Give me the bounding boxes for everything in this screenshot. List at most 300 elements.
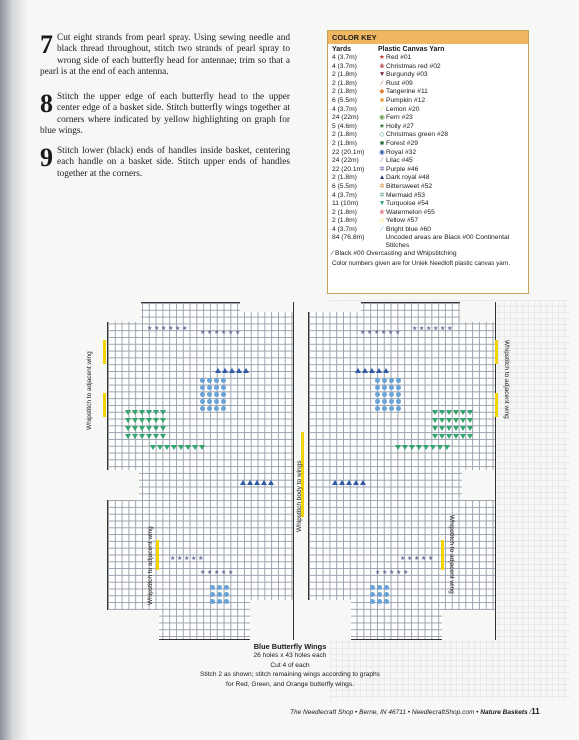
royal-stitch-mark	[247, 480, 253, 485]
color-key-row	[328, 123, 528, 132]
right-wing-cut-top-left	[308, 302, 361, 312]
row-yarn-name: Forest #29	[386, 139, 418, 147]
turquoise-stitch-mark	[153, 418, 159, 423]
color-key-row	[328, 80, 528, 89]
purple-stitch-mark: ★	[367, 330, 373, 336]
blue-stitch-mark	[224, 592, 229, 597]
turquoise-stitch-mark	[439, 418, 445, 423]
row-symbol-icon: ▼	[378, 71, 386, 79]
purple-stitch-mark: ★	[182, 326, 188, 332]
turquoise-stitch-mark	[409, 445, 415, 450]
purple-stitch-mark: ★	[168, 326, 174, 332]
blue-stitch-mark	[396, 406, 401, 411]
purple-stitch-mark: ★	[419, 326, 425, 332]
turquoise-stitch-mark	[153, 410, 159, 415]
blue-stitch-mark	[375, 378, 380, 383]
turquoise-stitch-mark	[460, 426, 466, 431]
purple-stitch-mark: ★	[412, 326, 418, 332]
color-key-row	[328, 209, 528, 218]
instruction-step-8	[40, 89, 290, 138]
color-key-row	[328, 131, 528, 140]
row-symbol-icon: ▲	[378, 174, 386, 182]
turquoise-stitch-mark	[132, 426, 138, 431]
turquoise-stitch-mark	[125, 418, 131, 423]
royal-stitch-mark	[376, 368, 382, 373]
row-yarn-name: Turquoise #54	[386, 200, 429, 208]
color-key-row	[328, 54, 528, 63]
row-symbol-icon: ✲	[379, 191, 385, 199]
turquoise-stitch-mark	[125, 410, 131, 415]
turquoise-stitch-mark	[160, 434, 166, 439]
blue-stitch-mark	[370, 585, 375, 590]
label-whipstitch-right-top: Whipstitch to adjacent wing	[503, 340, 510, 419]
blue-stitch-mark	[210, 585, 215, 590]
row-symbol-icon: ■	[379, 96, 385, 104]
turquoise-stitch-mark	[430, 445, 436, 450]
left-wing-cut-waist	[107, 470, 139, 500]
color-key-row	[328, 140, 528, 149]
turquoise-stitch-mark	[160, 410, 166, 415]
turquoise-stitch-mark	[139, 418, 145, 423]
label-whipstitch-body: Whipstitch body to wings	[296, 460, 303, 532]
row-yarn-name: Mermaid #53	[386, 191, 426, 199]
blue-stitch-mark	[221, 378, 226, 383]
turquoise-stitch-mark	[453, 418, 459, 423]
row-symbol-icon: ★	[379, 54, 385, 61]
turquoise-stitch-mark	[444, 445, 450, 450]
footer-text: The Needlecraft Shop • Berne, IN 46711 • NeedlecraftShop.com •	[290, 709, 481, 716]
turquoise-stitch-mark	[453, 434, 459, 439]
purple-stitch-mark: ★	[433, 326, 439, 332]
turquoise-stitch-mark	[132, 410, 138, 415]
turquoise-stitch-mark	[185, 445, 191, 450]
color-key-row	[328, 234, 528, 250]
royal-stitch-mark	[254, 480, 260, 485]
row-yards: 2 (1.8m)	[332, 174, 357, 182]
blue-stitch-mark	[210, 599, 215, 604]
blue-stitch-mark	[396, 399, 401, 404]
row-symbol-icon: ★	[379, 122, 385, 130]
purple-stitch-mark: ★	[228, 570, 234, 576]
purple-stitch-mark: ★	[447, 326, 453, 332]
purple-stitch-mark: ★	[170, 556, 176, 562]
turquoise-stitch-mark	[146, 426, 152, 431]
footer-book-title: Nature Baskets	[480, 709, 528, 716]
overcast-row	[328, 250, 528, 258]
left-wing-cut-top	[107, 302, 141, 322]
turquoise-stitch-mark	[467, 434, 473, 439]
right-wing-cut-waist	[462, 470, 495, 500]
left-wing-cut-bottom-right	[250, 600, 293, 640]
row-yarn-name: Uncoded areas are Black #00 Continental Stitches	[385, 234, 510, 250]
blue-stitch-mark	[382, 378, 387, 383]
turquoise-stitch-mark	[439, 410, 445, 415]
turquoise-stitch-mark	[432, 426, 438, 431]
purple-stitch-mark: ★	[414, 556, 420, 562]
blue-stitch-mark	[375, 392, 380, 397]
purple-stitch-mark: ★	[200, 330, 206, 336]
turquoise-stitch-mark	[146, 418, 152, 423]
turquoise-stitch-mark	[467, 426, 473, 431]
row-symbol-icon: ■	[379, 139, 385, 147]
turquoise-stitch-mark	[125, 434, 131, 439]
turquoise-stitch-mark	[178, 445, 184, 450]
purple-stitch-mark: ★	[214, 570, 220, 576]
row-yards: 84 (76.8m)	[332, 234, 365, 242]
color-key	[327, 30, 529, 294]
royal-stitch-mark	[332, 480, 338, 485]
step-text: Stitch the upper edge of each butterfly head to the upper center edge of a basket side. Stitch butterfly wings together at corners where indicated by yellow highlighting on graph for blue wings.	[40, 92, 290, 137]
blue-stitch-mark	[370, 599, 375, 604]
color-key-row	[328, 166, 528, 175]
color-key-row	[328, 71, 528, 80]
royal-stitch-mark	[215, 368, 221, 373]
blue-stitch-mark	[377, 599, 382, 604]
turquoise-stitch-mark	[439, 426, 445, 431]
page-footer	[290, 707, 570, 716]
purple-stitch-mark: ★	[221, 330, 227, 336]
page-binding-shadow	[0, 0, 28, 740]
row-symbol-icon: ⁄	[381, 105, 383, 113]
turquoise-stitch-mark	[453, 426, 459, 431]
blue-stitch-mark	[221, 399, 226, 404]
purple-stitch-mark: ★	[440, 326, 446, 332]
color-key-row	[328, 192, 528, 201]
purple-stitch-mark: ★	[428, 556, 434, 562]
purple-stitch-mark: ★	[154, 326, 160, 332]
purple-stitch-mark: ★	[207, 570, 213, 576]
purple-stitch-mark: ★	[228, 330, 234, 336]
purple-stitch-mark: ★	[177, 556, 183, 562]
color-key-note: Color numbers given are for Uniek Needloft plastic canvas yarn.	[332, 260, 511, 268]
row-yarn-name: Red #01	[386, 54, 412, 61]
blue-stitch-mark	[214, 399, 219, 404]
row-yards: 4 (3.7m)	[332, 225, 357, 233]
row-yards: 6 (5.5m)	[332, 96, 357, 104]
purple-stitch-mark: ★	[200, 570, 206, 576]
purple-stitch-mark: ★	[381, 330, 387, 336]
label-whipstitch-right-bottom: Whipstitch to adjacent wing	[448, 515, 455, 594]
blue-stitch-mark	[200, 385, 205, 390]
color-key-row	[328, 97, 528, 106]
blue-stitch-mark	[207, 378, 212, 383]
overcast-icon: ⁄	[332, 250, 335, 258]
turquoise-stitch-mark	[402, 445, 408, 450]
turquoise-stitch-mark	[192, 445, 198, 450]
color-key-row	[328, 183, 528, 192]
row-yarn-name: Pumpkin #12	[386, 96, 426, 104]
label-whipstitch-left-bottom: Whipstitch to adjacent wing	[147, 526, 154, 605]
row-yards: 2 (1.8m)	[332, 139, 357, 147]
row-yards: 2 (1.8m)	[332, 131, 357, 139]
blue-stitch-mark	[214, 392, 219, 397]
turquoise-stitch-mark	[157, 445, 163, 450]
turquoise-stitch-mark	[446, 410, 452, 415]
right-wing-cut-bottom-right	[442, 610, 495, 640]
turquoise-stitch-mark	[467, 410, 473, 415]
left-wing-cut-top-right	[240, 302, 293, 312]
blue-stitch-mark	[375, 399, 380, 404]
row-yards: 24 (22m)	[332, 114, 359, 122]
row-yards: 4 (3.7m)	[332, 191, 357, 199]
royal-stitch-mark	[353, 480, 359, 485]
page-number: 11	[531, 707, 540, 716]
purple-stitch-mark: ★	[198, 556, 204, 562]
turquoise-stitch-mark	[139, 434, 145, 439]
turquoise-stitch-mark	[395, 445, 401, 450]
blue-stitch-mark	[377, 592, 382, 597]
blue-stitch-mark	[221, 385, 226, 390]
purple-stitch-mark: ★	[214, 330, 220, 336]
turquoise-stitch-mark	[125, 426, 131, 431]
purple-stitch-mark: ★	[207, 330, 213, 336]
blue-stitch-mark	[200, 392, 205, 397]
purple-stitch-mark: ★	[374, 330, 380, 336]
row-yards: 2 (1.8m)	[332, 208, 357, 216]
caption-title: Blue Butterfly Wings	[253, 642, 327, 651]
purple-stitch-mark: ★	[184, 556, 190, 562]
color-key-title: COLOR KEY	[328, 31, 528, 44]
row-symbol-icon: ◇	[379, 131, 385, 139]
purple-stitch-mark: ★	[388, 330, 394, 336]
row-yards: 5 (4.6m)	[332, 122, 357, 130]
turquoise-stitch-mark	[446, 418, 452, 423]
color-key-row	[328, 88, 528, 97]
row-yards: 2 (1.8m)	[332, 71, 357, 79]
blue-stitch-mark	[384, 599, 389, 604]
turquoise-stitch-mark	[132, 418, 138, 423]
royal-stitch-mark	[240, 480, 246, 485]
turquoise-stitch-mark	[432, 418, 438, 423]
row-symbol-icon: ⁄	[381, 79, 383, 87]
blue-stitch-mark	[389, 406, 394, 411]
blue-stitch-mark	[375, 406, 380, 411]
row-symbol-icon: ◆	[379, 88, 385, 96]
blue-stitch-mark	[217, 585, 222, 590]
purple-stitch-mark: ★	[221, 570, 227, 576]
row-symbol-icon: ◇	[379, 217, 385, 225]
blue-stitch-mark	[210, 592, 215, 597]
turquoise-stitch-mark	[432, 434, 438, 439]
royal-stitch-mark	[222, 368, 228, 373]
turquoise-stitch-mark	[139, 426, 145, 431]
row-yarn-name: Royal #32	[386, 148, 417, 156]
row-symbol-icon: ⁄	[381, 225, 383, 233]
row-yarn-name: Burgundy #03	[386, 71, 428, 79]
overcast-label: Black #00 Overcasting and Whipstitching	[334, 250, 457, 258]
royal-stitch-mark	[268, 480, 274, 485]
row-symbol-icon: ◉	[379, 114, 385, 122]
turquoise-stitch-mark	[160, 426, 166, 431]
turquoise-stitch-mark	[423, 445, 429, 450]
row-yarn-name: Purple #46	[386, 165, 419, 173]
purple-stitch-mark: ★	[235, 330, 241, 336]
royal-stitch-mark	[339, 480, 345, 485]
purple-stitch-mark: ★	[403, 570, 409, 576]
turquoise-stitch-mark	[439, 434, 445, 439]
graph-caption	[180, 642, 400, 689]
turquoise-stitch-mark	[164, 445, 170, 450]
blue-stitch-mark	[389, 385, 394, 390]
row-symbol-icon: ❀	[379, 208, 385, 216]
row-yards: 4 (3.7m)	[332, 54, 357, 61]
highlight-left-mid	[103, 393, 106, 417]
royal-stitch-mark	[360, 480, 366, 485]
color-key-row	[328, 106, 528, 115]
royal-stitch-mark	[229, 368, 235, 373]
row-yarn-name: Christmas green #28	[386, 131, 449, 139]
turquoise-stitch-mark	[199, 445, 205, 450]
color-key-row	[328, 149, 528, 158]
instruction-step-7	[40, 30, 290, 79]
turquoise-stitch-mark	[416, 445, 422, 450]
row-yarn-name: Bittersweet #52	[386, 182, 433, 190]
blue-stitch-mark	[396, 392, 401, 397]
blue-stitch-mark	[382, 392, 387, 397]
row-symbol-icon: ▼	[378, 200, 386, 208]
purple-stitch-mark: ★	[161, 326, 167, 332]
turquoise-stitch-mark	[460, 434, 466, 439]
royal-stitch-mark	[355, 368, 361, 373]
purple-stitch-mark: ★	[360, 330, 366, 336]
purple-stitch-mark: ★	[147, 326, 153, 332]
instruction-step-9	[40, 143, 290, 180]
row-yards: 4 (3.7m)	[332, 62, 357, 70]
color-key-row	[328, 157, 528, 166]
step-text: Stitch lower (black) ends of handles inside basket, centering each handle on a basket side. Stitch upper ends of handles together at the corners.	[57, 146, 290, 179]
purple-stitch-mark: ★	[375, 570, 381, 576]
highlight-right-mid	[495, 393, 498, 417]
row-yarn-name: Fern #23	[386, 114, 413, 122]
row-yards: 2 (1.8m)	[332, 79, 357, 87]
blue-stitch-mark	[396, 378, 401, 383]
left-wing-cut-bottom-left	[107, 610, 159, 640]
blue-stitch-mark	[389, 392, 394, 397]
blue-stitch-mark	[207, 392, 212, 397]
blue-stitch-mark	[396, 385, 401, 390]
caption-line-3: Stitch 2 as shown; stitch remaining wings according to graphs	[200, 671, 380, 679]
color-key-row	[328, 200, 528, 209]
row-yarn-name: Rust #09	[386, 79, 413, 87]
row-yarn-name: Dark royal #48	[386, 174, 430, 182]
blue-stitch-mark	[217, 592, 222, 597]
footer-separator: /	[529, 709, 532, 716]
blue-stitch-mark	[384, 592, 389, 597]
blue-stitch-mark	[224, 599, 229, 604]
purple-stitch-mark: ★	[396, 570, 402, 576]
purple-stitch-mark: ★	[175, 326, 181, 332]
highlight-right-top	[495, 340, 498, 364]
turquoise-stitch-mark	[146, 410, 152, 415]
row-symbol-icon: ⁄	[381, 157, 383, 165]
step-number: 9	[40, 143, 53, 172]
royal-stitch-mark	[243, 368, 249, 373]
blue-stitch-mark	[370, 592, 375, 597]
yards-column-header: Yards	[332, 46, 352, 53]
turquoise-stitch-mark	[460, 410, 466, 415]
row-yarn-name: Lilac #45	[386, 157, 413, 165]
purple-stitch-mark: ★	[382, 570, 388, 576]
row-yards: 24 (22m)	[332, 157, 359, 165]
row-yarn-name: Tangerine #11	[386, 88, 428, 96]
blue-stitch-mark	[382, 399, 387, 404]
turquoise-stitch-mark	[467, 418, 473, 423]
turquoise-stitch-mark	[146, 434, 152, 439]
blue-stitch-mark	[224, 585, 229, 590]
row-yarn-name: Holly #27	[386, 122, 414, 130]
purple-stitch-mark: ★	[426, 326, 432, 332]
blue-stitch-mark	[221, 392, 226, 397]
highlight-left-top	[103, 340, 106, 364]
step-number: 8	[40, 89, 53, 118]
yarn-column-header: Plastic Canvas Yarn	[378, 46, 445, 53]
caption-line-4: for Red, Green, and Orange butterfly wings.	[226, 680, 354, 688]
row-symbol-icon: ◉	[379, 148, 385, 156]
blue-stitch-mark	[214, 385, 219, 390]
purple-stitch-mark: ★	[395, 330, 401, 336]
royal-stitch-mark	[346, 480, 352, 485]
color-key-row	[328, 174, 528, 183]
color-key-row	[328, 217, 528, 226]
caption-line-2: Cut 4 of each	[270, 661, 310, 669]
turquoise-stitch-mark	[446, 434, 452, 439]
row-symbol-icon: ✲	[379, 165, 385, 173]
step-text: Cut eight strands from pearl spray. Using sewing needle and black thread throughout, stitch two strands of pearl spray to wrong side of each butterfly head for antennae; trim so that a pearl is at the end of each antenna.	[40, 33, 290, 78]
row-yarn-name: Lemon #20	[386, 105, 420, 113]
label-whipstitch-left-top: Whipstitch to adjacent wing	[86, 351, 93, 430]
right-wing-cut-top	[460, 302, 495, 322]
turquoise-stitch-mark	[153, 434, 159, 439]
blue-stitch-mark	[207, 385, 212, 390]
row-yarn-name: Watermelon #55	[386, 208, 435, 216]
row-yarn-name: Bright blue #60	[386, 225, 431, 233]
turquoise-stitch-mark	[132, 434, 138, 439]
caption-line-1: 26 holes x 43 holes each	[253, 652, 327, 660]
royal-stitch-mark	[261, 480, 267, 485]
step-number: 7	[40, 30, 53, 59]
royal-stitch-mark	[369, 368, 375, 373]
blue-stitch-mark	[389, 378, 394, 383]
row-symbol-icon: ✲	[379, 182, 385, 190]
right-wing-cut-bottom-left	[308, 600, 351, 640]
blue-stitch-mark	[207, 399, 212, 404]
turquoise-stitch-mark	[437, 445, 443, 450]
row-yards: 22 (20.1m)	[332, 148, 365, 156]
row-yards: 4 (3.7m)	[332, 105, 357, 113]
purple-stitch-mark: ★	[400, 556, 406, 562]
row-symbol-icon: ❀	[379, 62, 385, 70]
blue-stitch-mark	[200, 406, 205, 411]
blue-stitch-mark	[389, 399, 394, 404]
highlight-left-bottom	[156, 540, 159, 570]
row-yards: 2 (1.8m)	[332, 217, 357, 225]
color-key-row	[328, 226, 528, 235]
blue-stitch-mark	[382, 385, 387, 390]
row-yards: 22 (20.1m)	[332, 165, 365, 173]
blue-stitch-mark	[384, 585, 389, 590]
turquoise-stitch-mark	[139, 410, 145, 415]
turquoise-stitch-mark	[171, 445, 177, 450]
turquoise-stitch-mark	[160, 418, 166, 423]
blue-stitch-mark	[217, 599, 222, 604]
row-yards: 2 (1.8m)	[332, 88, 357, 96]
turquoise-stitch-mark	[453, 410, 459, 415]
highlight-right-bottom	[441, 540, 444, 570]
row-yarn-name: Yellow #57	[386, 217, 419, 225]
color-key-row	[328, 63, 528, 72]
blue-stitch-mark	[221, 406, 226, 411]
royal-stitch-mark	[236, 368, 242, 373]
